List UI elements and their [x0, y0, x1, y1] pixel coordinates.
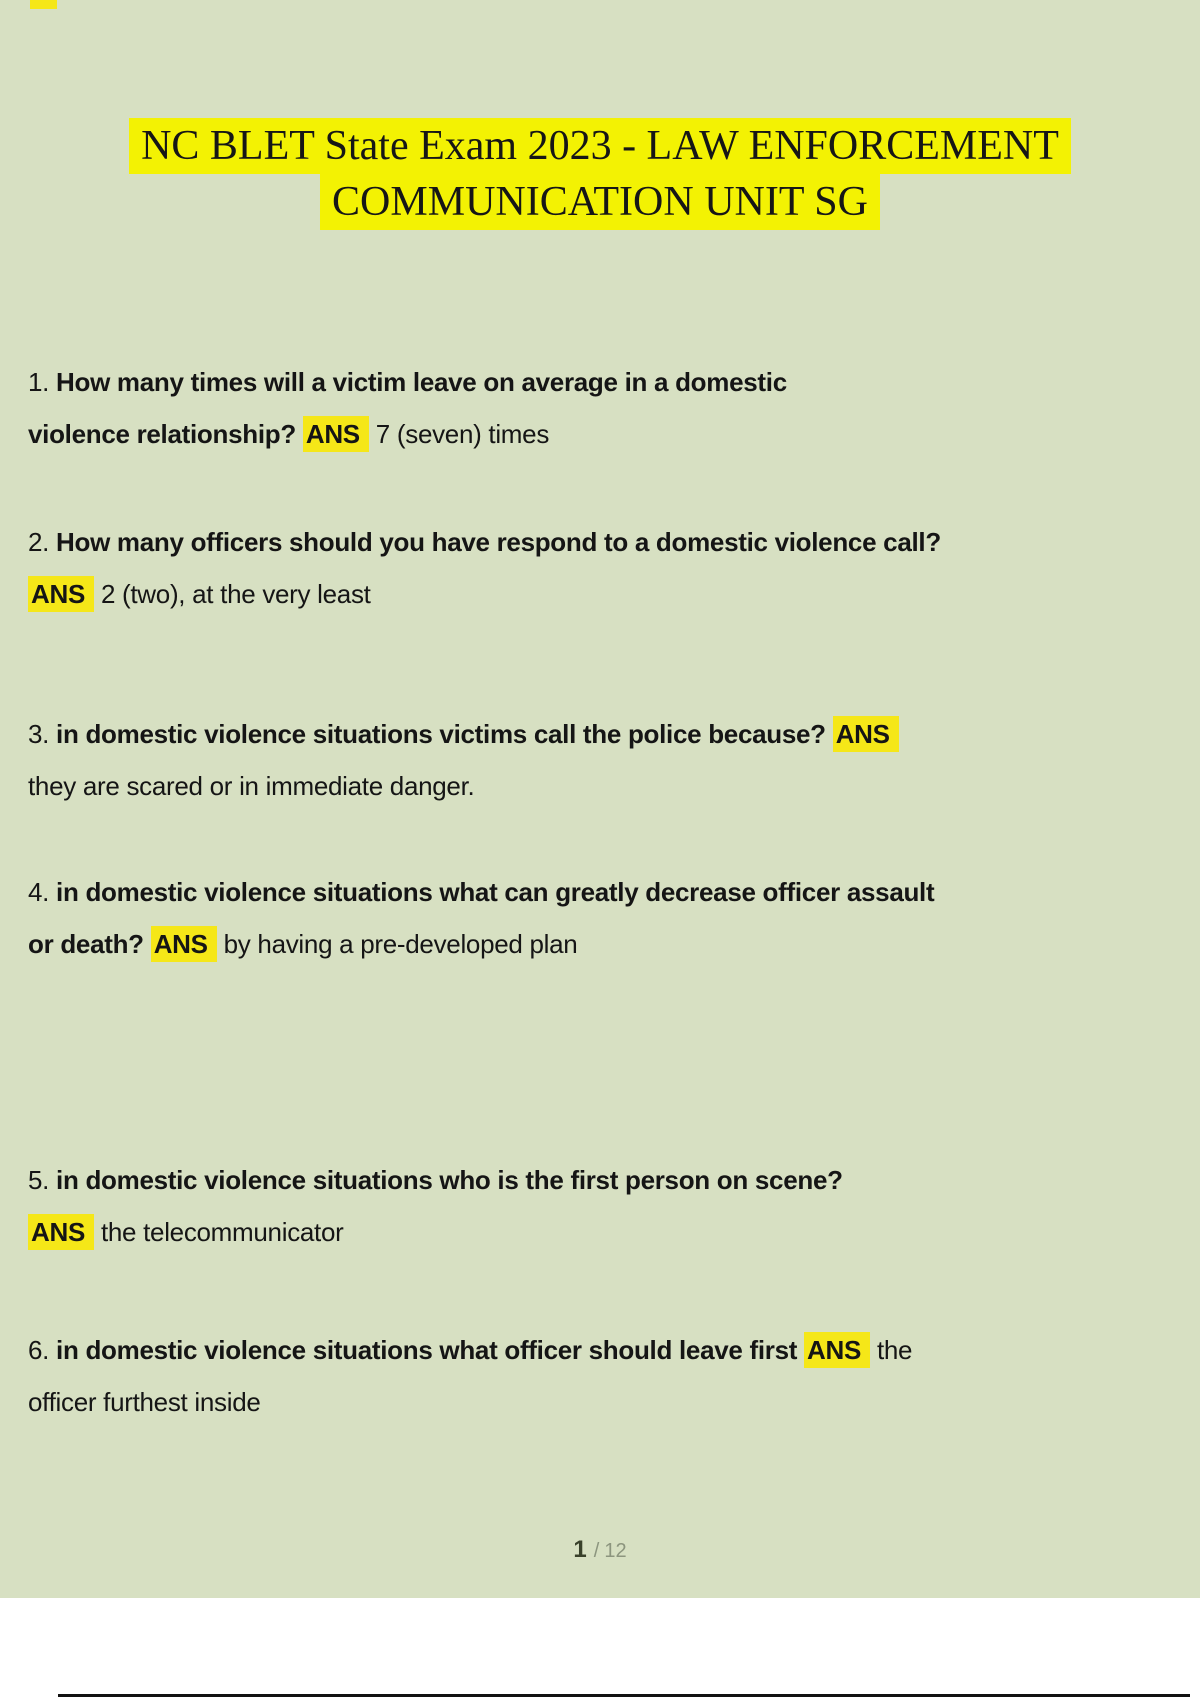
- text-segment: in domestic violence situations what can greatly decrease officer assault: [56, 877, 935, 907]
- question-block: [28, 1154, 1172, 1258]
- highlight-artifact: [30, 0, 57, 9]
- ans-highlight: ANS: [28, 1214, 94, 1250]
- text-segment: officer furthest inside: [28, 1387, 261, 1417]
- text-segment: in domestic violence situations victims call the police because?: [56, 719, 826, 749]
- question-line: [28, 516, 1172, 568]
- text-segment: 1.: [28, 367, 50, 397]
- text-segment: 2.: [28, 527, 50, 557]
- text-segment: the telecommunicator: [100, 1217, 344, 1247]
- text-segment: or death?: [28, 929, 144, 959]
- text-segment: 7 (seven) times: [375, 419, 550, 449]
- question-block: [28, 708, 1172, 812]
- text-segment: the: [876, 1335, 913, 1365]
- text-segment: 6.: [28, 1335, 50, 1365]
- question-line: [28, 356, 1172, 408]
- text-segment: 3.: [28, 719, 50, 749]
- document-title: [0, 0, 1200, 230]
- ans-highlight: ANS: [303, 416, 369, 452]
- question-line: [28, 1324, 1172, 1376]
- text-segment: in domestic violence situations what officer should leave first: [56, 1335, 798, 1365]
- question-line: [28, 708, 1172, 760]
- total-pages: 12: [604, 1540, 627, 1562]
- question-block: [28, 516, 1172, 620]
- text-segment: 5.: [28, 1165, 50, 1195]
- question-line: [28, 1206, 1172, 1258]
- text-segment: by having a pre-developed plan: [223, 929, 578, 959]
- current-page: 1: [573, 1536, 587, 1563]
- text-segment: in domestic violence situations who is the first person on scene?: [56, 1165, 843, 1195]
- title-line-1: NC BLET State Exam 2023 - LAW ENFORCEMENT: [129, 118, 1071, 174]
- ans-highlight: ANS: [151, 926, 217, 962]
- text-segment: How many officers should you have respond to a domestic violence call?: [56, 527, 941, 557]
- title-row: [0, 174, 1200, 230]
- question-line: [28, 1154, 1172, 1206]
- question-block: [28, 356, 1172, 460]
- title-row: [0, 118, 1200, 174]
- ans-highlight: ANS: [833, 716, 899, 752]
- title-line-2: COMMUNICATION UNIT SG: [320, 174, 880, 230]
- text-segment: violence relationship?: [28, 419, 296, 449]
- question-line: [28, 408, 1172, 460]
- text-segment: How many times will a victim leave on average in a domestic: [56, 367, 787, 397]
- next-page-top-border: [58, 1694, 1190, 1697]
- question-line: [28, 1376, 1172, 1428]
- text-segment: 4.: [28, 877, 50, 907]
- text-segment: 2 (two), at the very least: [100, 579, 371, 609]
- question-block: [28, 866, 1172, 970]
- page-number-indicator: [0, 1536, 1200, 1564]
- question-line: [28, 866, 1172, 918]
- question-line: [28, 918, 1172, 970]
- ans-highlight: ANS: [28, 576, 94, 612]
- ans-highlight: ANS: [804, 1332, 870, 1368]
- page-separator: /: [593, 1540, 600, 1562]
- question-line: [28, 760, 1172, 812]
- text-segment: they are scared or in immediate danger.: [28, 771, 475, 801]
- question-line: [28, 568, 1172, 620]
- questions-list: [28, 356, 1172, 1428]
- question-block: [28, 1324, 1172, 1428]
